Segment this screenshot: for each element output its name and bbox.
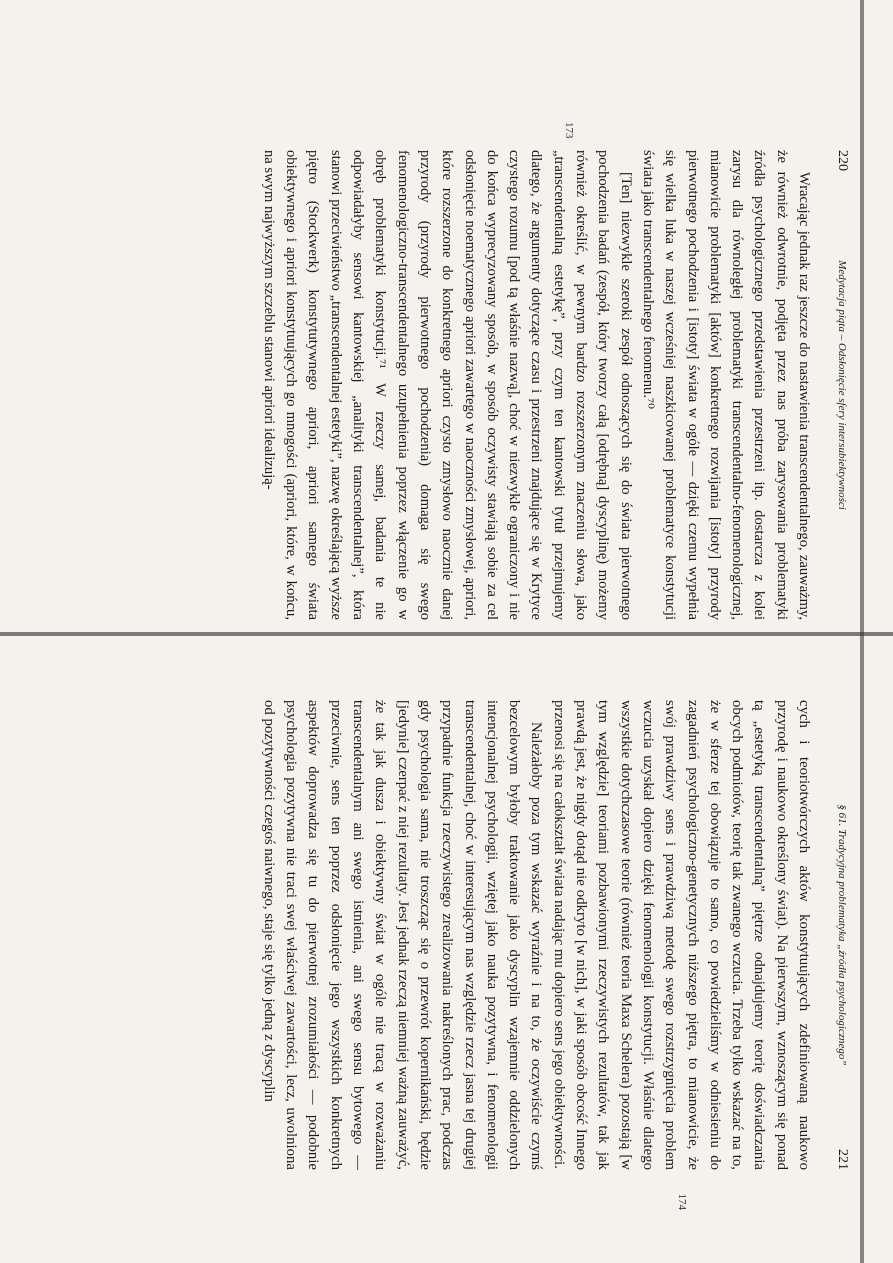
left-running-head: Medytacja piąta – Odsłonięcie sfery intersubiektywności: [836, 260, 848, 510]
right-margin-number: 174: [676, 1193, 688, 1210]
paragraph: cych i teoriotwórczych aktów konstytuujących zdefiniowaną naukowo przyrodę i naukowo określony świat). Na pierwszym, wznoszącym się ponad tą „estetyką transcendentalną” piętrze odnajdujemy teorię doświadczania obcych podmiotów, teorię tak zwanego wczucia. Trzeba tylko wskazać na to, że w sferze tej obowiązuje to samo, co powiedzieliśmy w odniesieniu do zagadnień psychologiczno-genetycznych niższego piętra, to mianowicie, że swój prawdziwy sens i prawdziwą metodę swego rozstrzygnięcia problem wczucia uzyskał dopiero dzięki fenomenologii konstytucji. Właśnie dlatego wszystkie dotychczasowe teorie (również teoria Maxa Schelera) pozostają [w tym względzie] teoriami pozbawionymi rzeczywistych rezultatów, tak jak prawdą jest, że nigdy dotąd nie odkryto [w nich], w jaki sposób obcość Innego przenosi się na całokształt świata nadając mu dopiero sens jego obiektywności.: [550, 700, 812, 1170]
left-page-number: 220: [835, 150, 850, 171]
right-page-header: [832, 700, 848, 1170]
left-page-header: [832, 150, 848, 620]
right-page-number: 221: [835, 1149, 850, 1170]
right-page: [0, 670, 893, 1210]
right-page-body: [20, 700, 815, 1170]
paragraph: Wracając jednak raz jeszcze do nastawienia transcendentalnego, zauważmy, że również odwrotnie, podjęta przez nas próba zarysowania problematyki źródła psychologicznego przedstawienia przestrzeni itp. dostarcza z kolei zarysu dla równoległej problematyki transcendentalno-fenomenologicznej, mianowicie problematyki [aktów] konkretnego rozwijania [istoty] przyrody pierwotnego pochodzenia i [istoty] świata w ogóle — dzięki czemu wypełnia się wielka luka w naszej wcześniej naszkicowanej problematyce konstytucji świata jako transcendentalnego fenomenu.⁷⁰: [639, 150, 812, 620]
paragraph: [Ten] niezwykle szeroki zespół odnoszących się do świata pierwotnego pochodzenia badań (zespół, który tworzy całą [odrębną] dyscyplinę) możemy również określić, w pewnym bardzo rozszerzonym znaczeniu słowa, jako „transcendentalną estetykę”, przy czym ten kantowski tytuł przejmujemy dlatego, że argumenty dotyczące czasu i przestrzeni znajdujące się w Krytyce czystego rozumu [pod tą właśnie nazwą], choć w niezwykle ograniczony i nie do końca wyprecyzowany sposób, w sposób oczywisty stawiają sobie za cel odsłonięcie noematycznego apriori zawartego w naoczności zmysłowej, apriori, które rozszerzone do konkretnego apriori czysto zmysłowo naocznie danej przyrody (przyrody pierwotnego pochodzenia) domaga się swego fenomenologiczno-transcendentalnego uzupełnienia poprzez włączenie go w obręb problematyki konstytucji.⁷¹ W rzeczy samej, badania te nie odpowiadałyby sensowi kantowskiej „analityki transcendentalnej”, która stanowi przeciwieństwo „transcendentalnej estetyki”, nazwę określającą wyższe piętro (Stockwerk) konstytutywnego apriori, apriori samego świata obiektywnego i apriori konstytuujących go mnogości (apriori, które, w końcu, na swym najwyższym szczeblu stanowi apriori idealizują-: [260, 150, 634, 620]
right-running-head: § 61. Tradycyjna problematyka „źródła psychologicznego”: [836, 804, 848, 1066]
left-margin-number: 173: [563, 122, 575, 139]
paragraph: Należałoby poza tym wskazać wyraźnie i na to, że oczywiście czymś bezcelowym byłoby traktowanie jako dyscyplin wzajemnie oddzielonych intencjonalnej psychologii, wziętej jako nauka pozytywna, i fenomenologii transcendentalnej, choć w interesującym nas względzie rzecz jasna tej drugiej przypadnie funkcja rzeczywistego zrealizowania nakreślonych prac, podczas gdy psychologia sama, nie troszcząc się o przewrót kopernikański, będzie [jedynie] czerpać z niej rezultaty. Jest jednak rzeczą niemniej ważną zauważyć, że tak jak dusza i obiektywny świat w ogóle nie tracą w rozważaniu transcendentalnym ani swego istnienia, ani swego sensu bytowego — przeciwnie, sens ten poprzez odsłonięcie jego wszystkich konkretnych aspektów doprowadza się tu do pierwotnej zrozumiałości — podobnie psychologia pozytywna nie traci swej właściwej zawartości, lecz, uwolniona od pozytywności czegoś naiwnego, staje się tylko jedną z dyscyplin: [260, 700, 545, 1170]
left-page: [0, 120, 893, 640]
left-page-body: [20, 150, 815, 620]
